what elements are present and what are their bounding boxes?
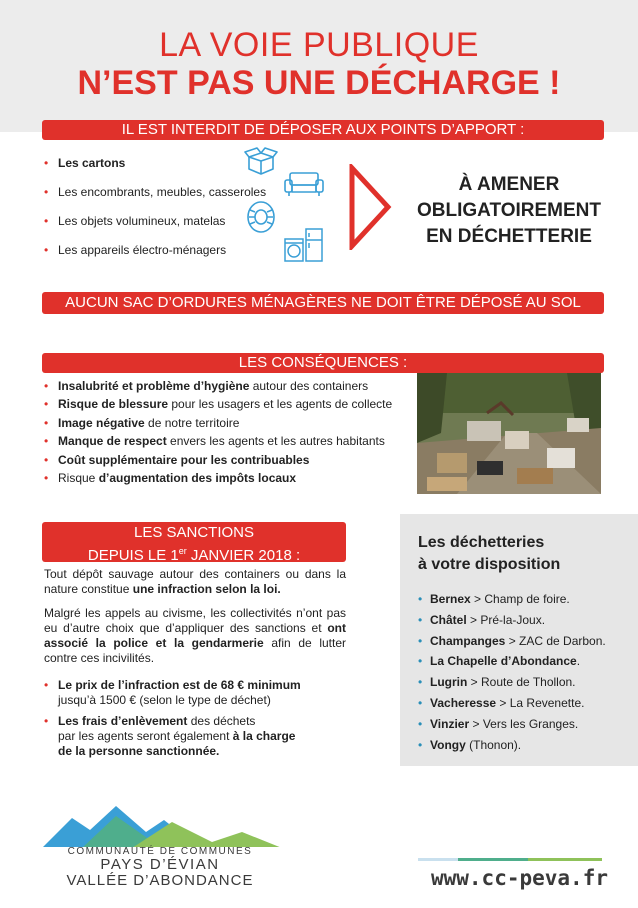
amener-line: À AMENER xyxy=(458,174,560,195)
list-item: • Risque de blessure pour les usagers et les agents de collecte xyxy=(44,397,393,412)
list-item: • Champanges > ZAC de Darbon. xyxy=(418,633,606,648)
arrow-right-icon xyxy=(348,164,394,250)
amener-line: OBLIGATOIREMENT xyxy=(416,200,602,221)
list-item: • Vinzier > Vers les Granges. xyxy=(418,716,579,731)
list-item: • Les appareils électro-ménagers xyxy=(44,243,227,257)
logo-line-1: COMMUNAUTÉ DE COMMUNES xyxy=(67,846,253,857)
title-line-2: N’EST PAS UNE DÉCHARGE ! xyxy=(77,64,561,102)
mountain-logo-icon xyxy=(42,802,282,850)
footer-line xyxy=(528,858,602,861)
list-item: • Risque d’augmentation des impôts locaux xyxy=(44,470,297,485)
sanctions-list xyxy=(44,678,344,759)
amener-text xyxy=(400,172,618,250)
amener-line: EN DÉCHETTERIE xyxy=(426,226,592,247)
illegal-dumping-photo xyxy=(417,373,601,494)
list-item: • Vongy (Thonon). xyxy=(418,737,522,752)
list-item: • Image négative de notre territoire xyxy=(44,415,240,430)
decheteries-title: Les déchetteries à votre disposition xyxy=(418,534,561,573)
list-item: • La Chapelle d’Abondance. xyxy=(418,654,581,669)
footer-line xyxy=(418,858,458,861)
logo-line-3: VALLÉE D’ABONDANCE xyxy=(66,872,254,889)
website-link[interactable]: www.cc-peva.fr xyxy=(430,866,608,890)
sanctions-banner-line: DEPUIS LE 1er JANVIER 2018 : xyxy=(87,546,301,564)
consequences-list xyxy=(44,379,392,489)
list-item: • Les objets volumineux, matelas xyxy=(44,214,226,228)
list-item: • Coût supplémentaire pour les contribuables xyxy=(44,452,310,467)
sanctions-banner xyxy=(42,522,346,562)
list-item: • Insalubrité et problème d’hygiène autour des containers xyxy=(44,379,369,393)
cardboard-box-icon xyxy=(244,147,278,177)
sanctions-paragraph-2: Malgré les appels au civisme, les collectivités n’ont pas eu d’autre choix que d’appliquer des sanctions et ont associé la police et la gendarmerie afin de lutter contre ces incivilités. xyxy=(44,606,347,665)
decheteries-list xyxy=(418,592,606,758)
appliances-icon xyxy=(284,228,324,262)
sac-banner: AUCUN SAC D’ORDURES MÉNAGÈRES NE DOIT ÊTRE DÉPOSÉ AU SOL xyxy=(42,292,604,314)
logo-line-2: PAYS D’ÉVIAN xyxy=(100,856,220,873)
list-item: • Châtel > Pré-la-Joux. xyxy=(418,612,546,627)
list-item: • Vacheresse > La Revenette. xyxy=(418,695,585,710)
sofa-icon xyxy=(284,171,324,197)
footer-line xyxy=(458,858,528,861)
tire-icon xyxy=(246,201,276,233)
list-item: • Lugrin > Route de Thollon. xyxy=(418,675,576,690)
list-item: • Le prix de l’infraction est de 68 € minimum jusqu’à 1500 € (selon le type de déchet) xyxy=(44,678,301,707)
interdit-banner: IL EST INTERDIT DE DÉPOSER AUX POINTS D’APPORT : xyxy=(42,120,604,140)
sanctions-banner-line: LES SANCTIONS xyxy=(133,524,255,541)
consequences-banner: LES CONSÉQUENCES : xyxy=(42,353,604,373)
interdit-list xyxy=(44,156,266,272)
list-item: • Bernex > Champ de foire. xyxy=(418,592,570,606)
list-item: • Les frais d’enlèvement des déchets par les agents seront également à la charge de la personne sanctionnée. xyxy=(44,714,296,758)
sanctions-paragraph-1: Tout dépôt sauvage autour des containers ou dans la nature constitue une infraction selon la loi. xyxy=(44,567,346,596)
list-item: • Manque de respect envers les agents et les autres habitants xyxy=(44,434,385,449)
list-item: • Les encombrants, meubles, casseroles xyxy=(44,185,267,199)
title-line-1: LA VOIE PUBLIQUE xyxy=(159,26,479,64)
list-item: • Les cartons xyxy=(44,156,126,170)
